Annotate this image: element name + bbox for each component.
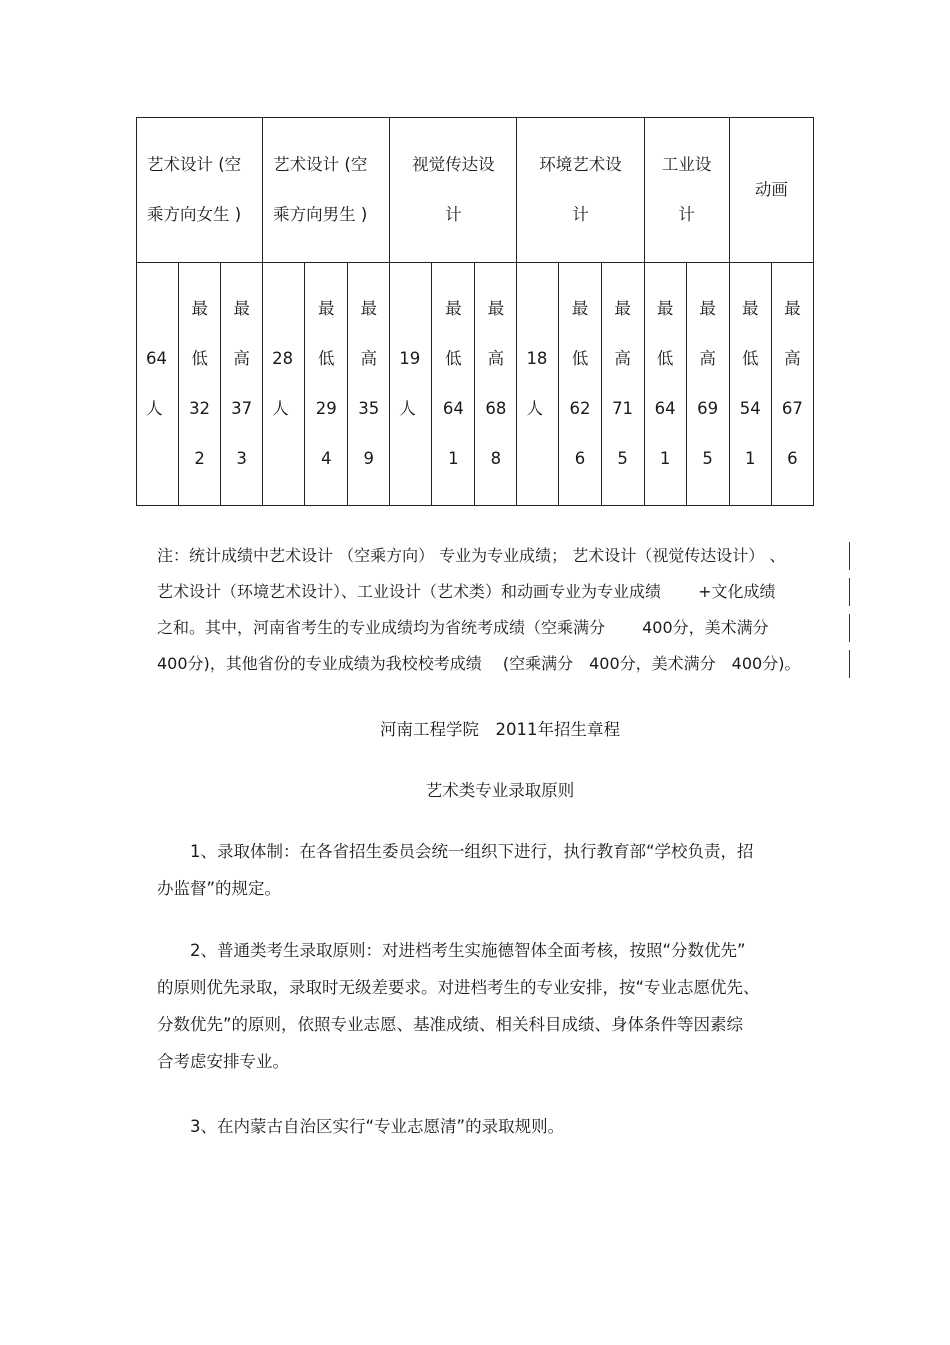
min-score-cell: 最 低 64 1 xyxy=(644,263,686,506)
margin-divider xyxy=(849,542,850,570)
header-cell-environmental-art: 环境艺术设 计 xyxy=(517,118,644,263)
score-note xyxy=(157,538,857,682)
min-score-cell: 最 低 54 1 xyxy=(729,263,771,506)
note-line: 400分)，其他省份的专业成绩为我校校考成绩 (空乘满分 400分，美术满分 400分)。 xyxy=(157,654,801,673)
header-cell-animation: 动画 xyxy=(729,118,813,263)
max-score-cell: 最 高 67 6 xyxy=(771,263,813,506)
min-score-cell: 最 低 64 1 xyxy=(432,263,475,506)
paragraph-admission-system: 1、录取体制：在各省招生委员会统一组织下进行，执行教育部“学校负责，招 办监督”的规定。 xyxy=(157,842,754,898)
admission-score-table xyxy=(136,117,814,506)
note-line: 艺术设计（环境艺术设计）、工业设计（艺术类）和动画专业为专业成绩 +文化成绩 xyxy=(157,582,776,601)
header-cell-industrial-design: 工业设 计 xyxy=(644,118,729,263)
section-title: 艺术类专业录取原则 xyxy=(425,781,575,800)
max-score-cell: 最 高 69 5 xyxy=(686,263,729,506)
paragraph-admission-principle: 2、普通类考生录取原则：对进档考生实施德智体全面考核，按照“分数优先” 的原则优先录取，录取时无级差要求。对进档考生的专业安排，按“专业志愿优先、 分数优先”的原则，依照专业志愿、基准成绩、相关科目成绩、身体条件等因素综 合考虑安排专业。 xyxy=(157,941,760,1071)
margin-divider xyxy=(849,578,850,606)
min-score-cell: 最 低 29 4 xyxy=(305,263,348,506)
max-score-cell: 最 高 68 8 xyxy=(475,263,517,506)
max-score-cell: 最 高 71 5 xyxy=(601,263,644,506)
paragraph-inner-mongolia-rule: 3、在内蒙古自治区实行“专业志愿清”的录取规则。 xyxy=(157,1117,565,1136)
max-score-cell: 最 高 35 9 xyxy=(348,263,390,506)
min-score-cell: 最 低 32 2 xyxy=(179,263,221,506)
count-cell: 19 人 xyxy=(390,263,432,506)
document-title: 河南工程学院 2011年招生章程 xyxy=(380,720,620,739)
count-cell: 28 人 xyxy=(263,263,305,506)
max-score-cell: 最 高 37 3 xyxy=(221,263,263,506)
margin-divider xyxy=(849,650,850,678)
header-cell-arts-design-cabin-female: 艺术设计 (空 乘方向女生 ) xyxy=(137,118,263,263)
header-cell-arts-design-cabin-male: 艺术设计 (空 乘方向男生 ) xyxy=(263,118,390,263)
note-line: 之和。其中，河南省考生的专业成绩均为省统考成绩（空乘满分 400分，美术满分 xyxy=(157,618,769,637)
min-score-cell: 最 低 62 6 xyxy=(559,263,601,506)
margin-divider xyxy=(849,614,850,642)
note-line: 注：统计成绩中艺术设计 （空乘方向） 专业为专业成绩； 艺术设计（视觉传达设计） 、 xyxy=(157,546,786,565)
header-cell-visual-communication: 视觉传达设 计 xyxy=(390,118,517,263)
count-cell: 18 人 xyxy=(517,263,559,506)
count-cell: 64 人 xyxy=(137,263,179,506)
